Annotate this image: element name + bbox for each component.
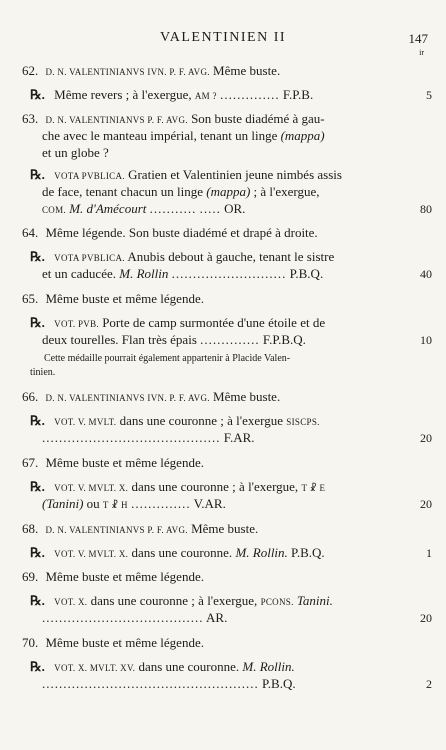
entry-67-obverse (22, 454, 412, 471)
rarity-count: 5 (426, 88, 432, 102)
page-header (0, 30, 446, 57)
reverse-description: dans une couronne ; à l'exergue, (90, 593, 258, 608)
collection-name: M. Rollin. (235, 545, 288, 560)
footnote-line: tinien. (30, 367, 56, 378)
exergue-mark: T ☧ E (301, 483, 326, 493)
reverse-legend: VOTA PVBLICA. (54, 253, 125, 263)
metal-size: OR. (224, 201, 246, 216)
reverse-mark: ℞. (30, 315, 45, 330)
obverse-description: Même buste. (213, 63, 281, 78)
reverse-mark: ℞. (30, 545, 45, 560)
entry-number: 63. (22, 111, 39, 126)
leader-dots: .............. (131, 496, 191, 511)
rarity-count: 40 (420, 267, 432, 281)
entry-69-obverse (22, 568, 412, 585)
rarity-count: 20 (420, 611, 432, 625)
entry-65-obverse (22, 290, 412, 307)
collection-name: (Tanini) (42, 496, 84, 511)
leader-dots: ........................... (171, 266, 287, 281)
collection-name: M. Rollin. (242, 659, 295, 674)
leader-dots: ..... (199, 201, 221, 216)
reverse-description: Même revers ; à l'exergue, (54, 87, 192, 102)
entry-64-reverse-cont (42, 265, 394, 282)
obverse-legend: D. N. VALENTINIANVS IVN. P. F. AVG. (45, 67, 210, 77)
leader-dots: .......................................... (42, 430, 221, 445)
reverse-mark: ℞. (30, 479, 45, 494)
footnote-line: Cette médaille pourrait également appartenir à Placide Valen- (44, 353, 291, 364)
obverse-description: Même buste et même légende. (45, 291, 204, 306)
entry-number: 68. (22, 521, 39, 536)
obverse-legend: D. N. VALENTINIANVS P. F. AVG. (45, 525, 188, 535)
entry-63-reverse-cont2 (42, 200, 394, 219)
entry-70-obverse (22, 634, 412, 651)
rarity-count: 80 (420, 202, 432, 216)
entry-63-obverse-cont2 (42, 144, 412, 161)
reverse-description: et un caducée. (42, 266, 116, 281)
obverse-legend: D. N. VALENTINIANVS P. F. AVG. (45, 115, 188, 125)
reverse-mark: ℞. (30, 167, 45, 182)
rarity-count: 10 (420, 333, 432, 347)
rarity-count: 2 (426, 677, 432, 691)
metal-size: F.P.B. (282, 87, 314, 102)
reverse-legend: VOT. V. MVLT. X. (54, 549, 129, 559)
entry-67-reverse-cont (42, 495, 394, 514)
exergue-mark: PCONS. (260, 597, 294, 607)
entry-65-reverse-cont (42, 331, 394, 348)
obverse-description: Même buste et même légende. (45, 569, 204, 584)
obverse-description: Même buste. (213, 389, 281, 404)
reverse-legend: VOT. PVB. (54, 319, 99, 329)
entry-number: 66. (22, 389, 39, 404)
signature-mark: ir (419, 48, 424, 57)
metal-size: P.B.Q. (289, 266, 324, 281)
entry-63-reverse-cont (42, 183, 394, 200)
entry-69-reverse-cont (42, 609, 394, 626)
metal-size: F.P.B.Q. (262, 332, 306, 347)
reverse-description: Porte de camp surmontée d'une étoile et de (102, 315, 326, 330)
leader-dots: .............. (200, 332, 260, 347)
collection-name: Tanini. (296, 593, 333, 608)
entry-64-obverse (22, 224, 412, 241)
reverse-description: Gratien et Valentinien jeune nimbés assis (128, 167, 342, 182)
entry-62-reverse (30, 86, 394, 105)
reverse-description: deux tourelles. Flan très épais (42, 332, 197, 347)
exergue-mark: SISCPS. (286, 417, 320, 427)
obverse-mappa: (mappa) (280, 128, 325, 143)
metal-size: V.AR. (193, 496, 226, 511)
obverse-description: Même buste. (191, 521, 259, 536)
obverse-description: et un globe ? (42, 145, 109, 160)
reverse-description: dans une couronne. (131, 545, 233, 560)
entry-68-obverse (22, 520, 412, 539)
obverse-description: Même buste et même légende. (45, 635, 204, 650)
obverse-description: che avec le manteau impérial, tenant un linge (42, 128, 278, 143)
rarity-count: 20 (420, 431, 432, 445)
metal-size: AR. (206, 610, 228, 625)
entry-63-obverse-cont (42, 127, 412, 144)
rarity-count: 1 (426, 546, 432, 560)
reverse-description: dans une couronne ; à l'exergue (119, 413, 284, 428)
reverse-legend: VOT. X. (54, 597, 88, 607)
obverse-description: Même buste et même légende. (45, 455, 204, 470)
leader-dots: ...................................... (42, 610, 204, 625)
entry-number: 65. (22, 291, 39, 306)
reverse-description: dans une couronne. (138, 659, 240, 674)
reverse-legend: VOTA PVBLICA. (54, 171, 125, 181)
reverse-mark: ℞. (30, 249, 45, 264)
entry-number: 70. (22, 635, 39, 650)
entry-70-reverse-cont (42, 675, 394, 692)
reverse-legend: VOT. X. MVLT. XV. (54, 663, 136, 673)
reverse-mark: ℞. (30, 659, 45, 674)
obverse-description: Même légende. Son buste diadémé et drapé à droite. (45, 225, 318, 240)
page-number: 147 (408, 31, 428, 46)
reverse-description: dans une couronne ; à l'exergue, (131, 479, 299, 494)
entry-number: 67. (22, 455, 39, 470)
entry-number: 69. (22, 569, 39, 584)
exergue-mark: COM. (42, 205, 66, 215)
reverse-mark: ℞. (30, 87, 45, 102)
entry-66-obverse (22, 388, 412, 407)
entry-number: 62. (22, 63, 39, 78)
exergue-mark: T ☧ H (102, 500, 128, 510)
leader-dots: .............. (220, 87, 280, 102)
entry-number: 64. (22, 225, 39, 240)
leader-dots: ........... (149, 201, 197, 216)
metal-size: F.AR. (223, 430, 255, 445)
rarity-count: 20 (420, 497, 432, 511)
obverse-legend: D. N. VALENTINIANVS IVN. P. F. AVG. (45, 393, 210, 403)
reverse-mark: ℞. (30, 413, 45, 428)
running-title: VALENTINIEN II (159, 30, 287, 45)
entry-68-reverse (30, 544, 394, 563)
exergue-mark: AM ? (194, 91, 217, 101)
collection-name: M. Rollin (119, 266, 169, 281)
collection-name: M. d'Amécourt (69, 201, 147, 216)
reverse-description: ; à l'exergue, (253, 184, 320, 199)
leader-dots: ................................................... (42, 676, 259, 691)
reverse-description: ou (86, 496, 100, 511)
reverse-mappa: (mappa) (206, 184, 251, 199)
reverse-description: de face, tenant chacun un linge (42, 184, 203, 199)
metal-size: P.B.Q. (291, 545, 325, 560)
entry-66-reverse-cont (42, 429, 394, 446)
reverse-legend: VOT. V. MVLT. X. (54, 483, 129, 493)
entry-62-obverse (22, 62, 412, 81)
reverse-description: Anubis debout à gauche, tenant le sistre (127, 249, 335, 264)
obverse-description: Son buste diadémé à gau- (191, 111, 325, 126)
reverse-mark: ℞. (30, 593, 45, 608)
reverse-legend: VOT. V. MVLT. (54, 417, 117, 427)
metal-size: P.B.Q. (262, 676, 296, 691)
